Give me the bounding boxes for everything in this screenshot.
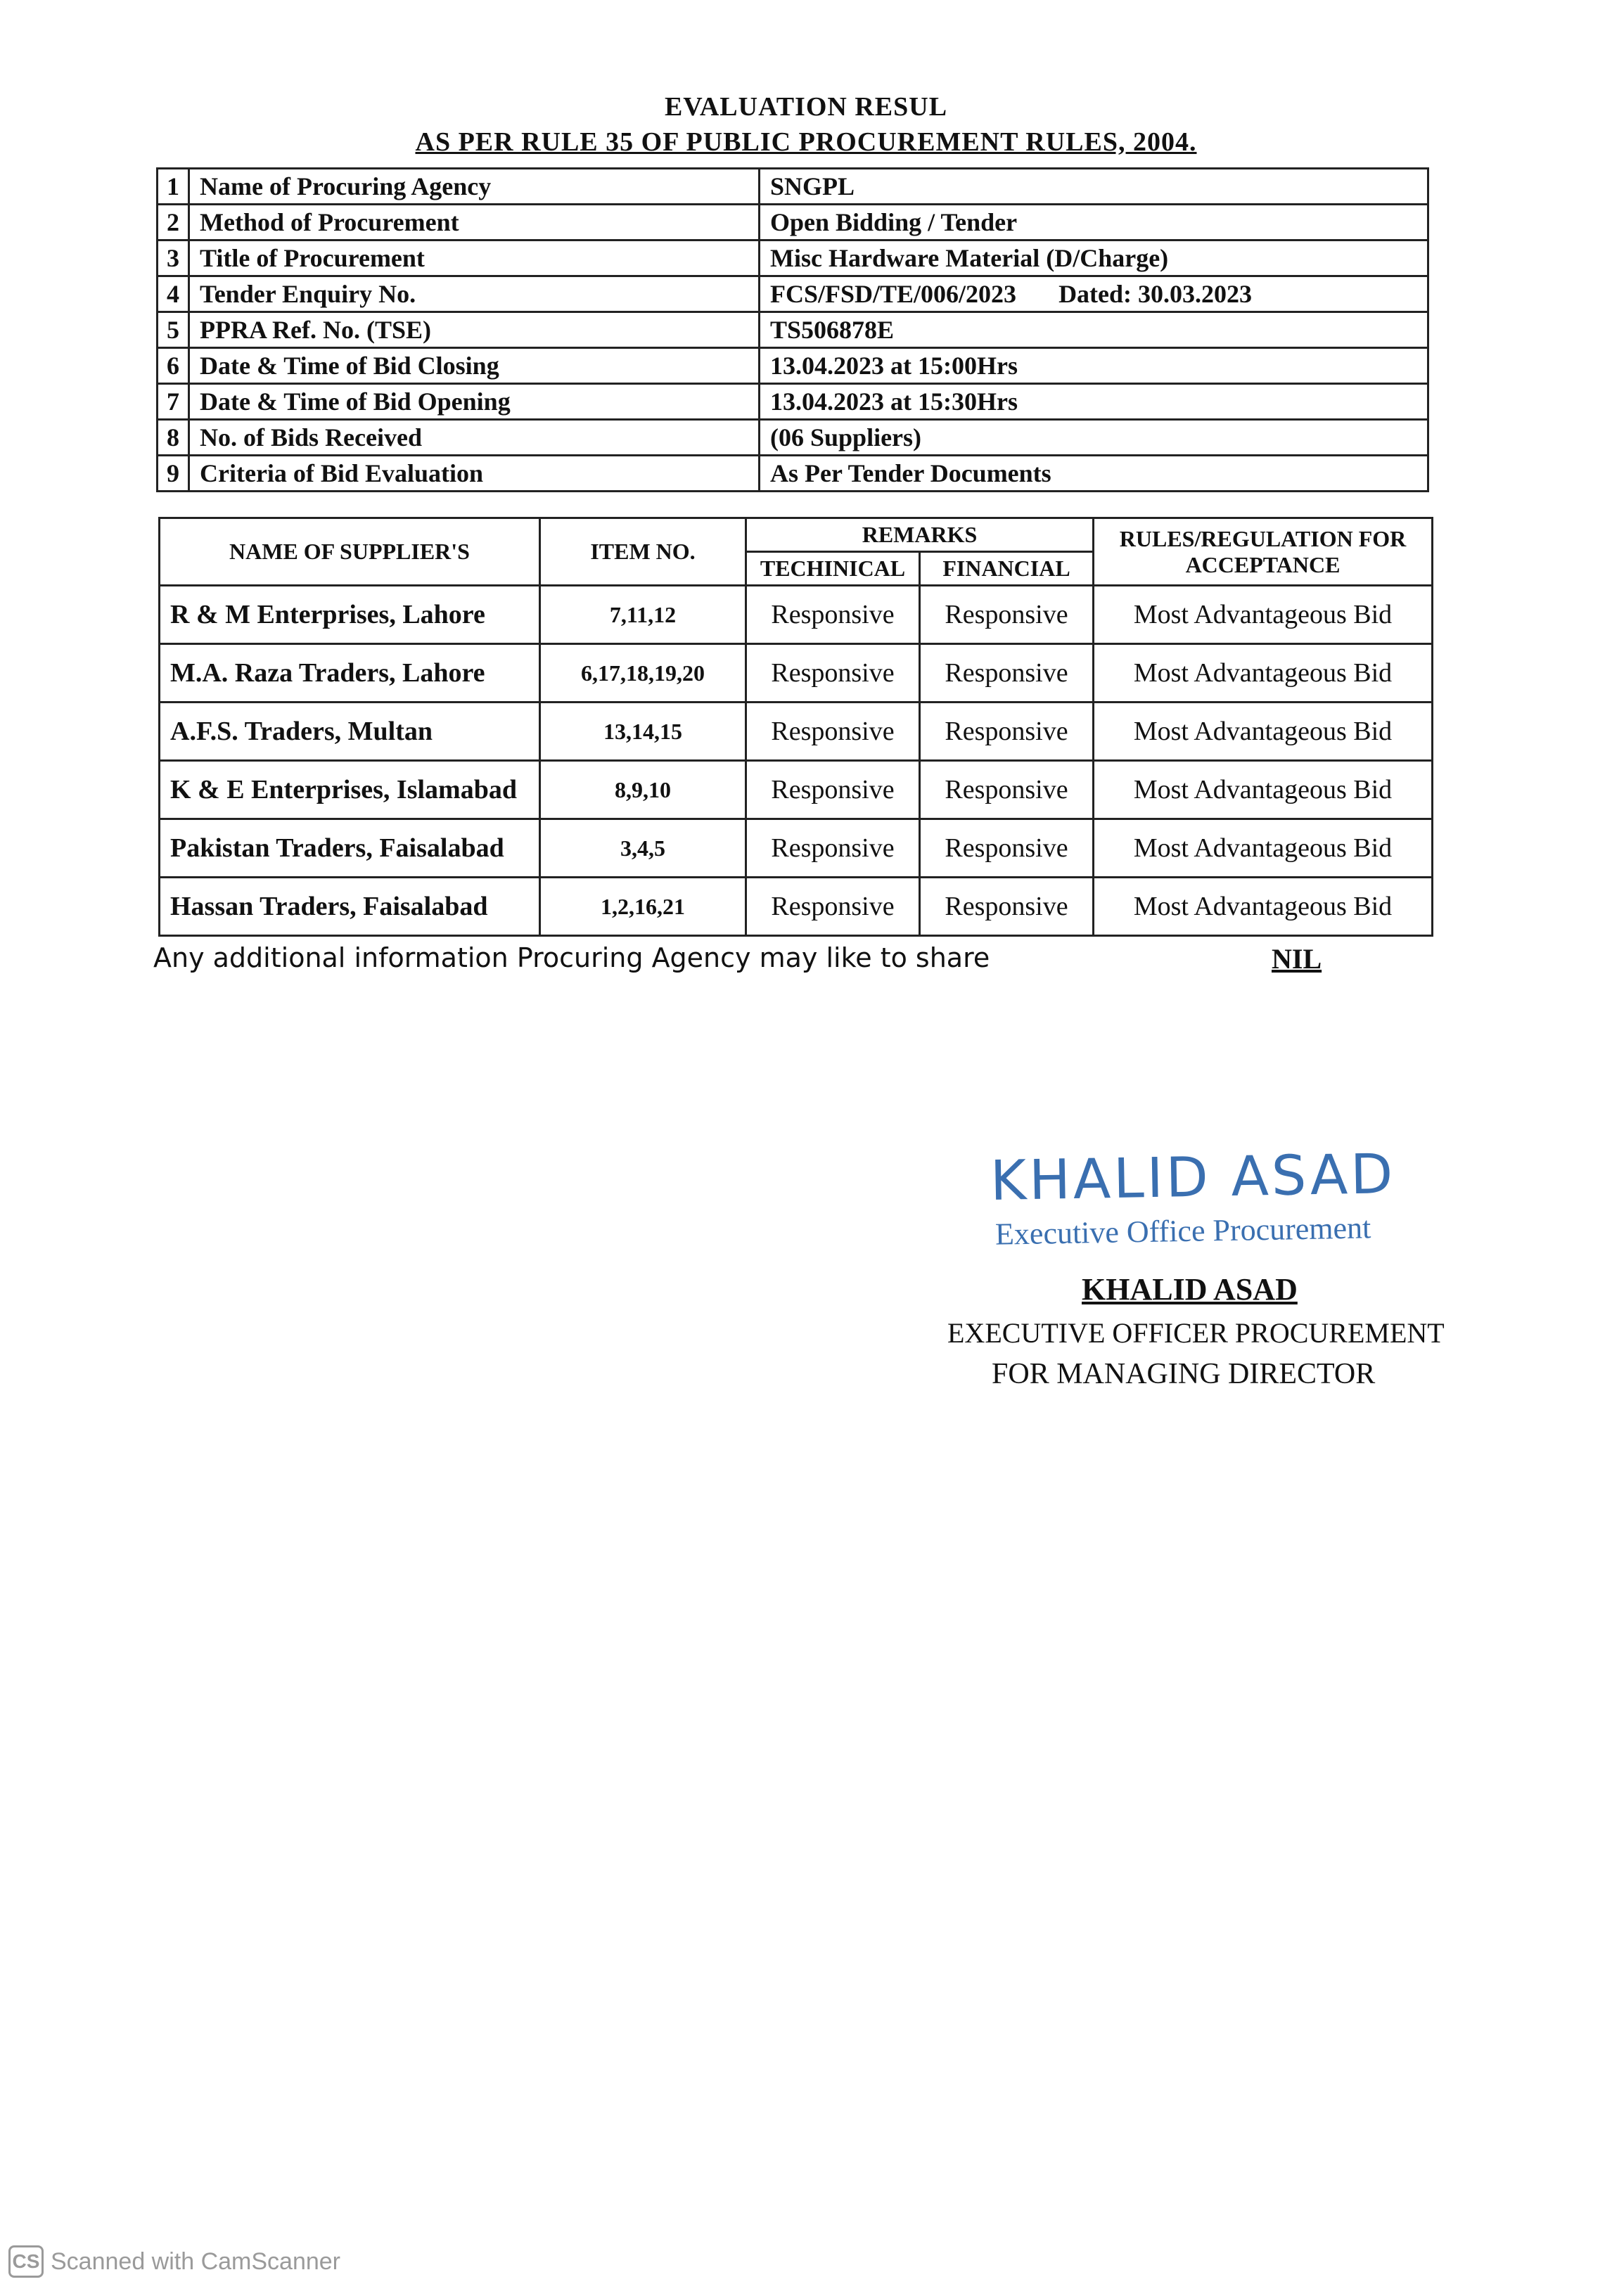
financial-remark: Responsive [920, 819, 1094, 878]
info-row-dated: Dated: 30.03.2023 [1058, 280, 1253, 308]
camscanner-watermark [8, 2245, 340, 2278]
info-row-value: TS506878E [770, 316, 895, 344]
supplier-evaluation-table [158, 517, 1433, 937]
info-row [158, 420, 1428, 456]
info-row-value: 13.04.2023 at 15:30Hrs [770, 387, 1018, 416]
info-row-number: 8 [158, 420, 189, 456]
info-row-value: FCS/FSD/TE/006/2023 [770, 280, 1017, 308]
info-row [158, 169, 1428, 205]
supplier-item-numbers: 8,9,10 [540, 761, 746, 819]
info-row-value: SNGPL [770, 172, 855, 200]
info-row-value-cell [760, 420, 1428, 456]
info-row [158, 205, 1428, 240]
financial-remark: Responsive [920, 586, 1094, 644]
stamp-name: KHALID ASAD [990, 1142, 1396, 1214]
acceptance-rule: Most Advantageous Bid [1094, 586, 1433, 644]
procurement-info-table [156, 167, 1429, 492]
info-row-value-cell [760, 205, 1428, 240]
info-row-value-cell [760, 169, 1428, 205]
technical-remark: Responsive [746, 761, 920, 819]
table-header-row [160, 518, 1433, 552]
supplier-item-numbers: 6,17,18,19,20 [540, 644, 746, 703]
acceptance-rule: Most Advantageous Bid [1094, 703, 1433, 761]
supplier-item-numbers: 13,14,15 [540, 703, 746, 761]
info-row [158, 312, 1428, 348]
info-row-label: Method of Procurement [189, 205, 760, 240]
info-row-value-cell [760, 312, 1428, 348]
supplier-row [160, 644, 1433, 703]
supplier-row [160, 819, 1433, 878]
acceptance-rule: Most Advantageous Bid [1094, 878, 1433, 936]
technical-remark: Responsive [746, 644, 920, 703]
header-item-no: ITEM NO. [540, 518, 746, 586]
supplier-name: R & M Enterprises, Lahore [160, 586, 540, 644]
financial-remark: Responsive [920, 703, 1094, 761]
info-row-label: PPRA Ref. No. (TSE) [189, 312, 760, 348]
document-title: EVALUATION RESUL [664, 92, 948, 122]
info-row-label: Date & Time of Bid Closing [189, 348, 760, 384]
technical-remark: Responsive [746, 878, 920, 936]
info-row-value-cell [760, 240, 1428, 276]
info-row-label: Tender Enquiry No. [189, 276, 760, 312]
info-row-label: Name of Procuring Agency [189, 169, 760, 205]
info-row [158, 384, 1428, 420]
technical-remark: Responsive [746, 819, 920, 878]
stamp-title: Executive Office Procurement [994, 1210, 1371, 1252]
header-financial: FINANCIAL [920, 552, 1094, 586]
acceptance-rule: Most Advantageous Bid [1094, 644, 1433, 703]
financial-remark: Responsive [920, 644, 1094, 703]
supplier-row [160, 586, 1433, 644]
info-row-number: 9 [158, 456, 189, 492]
info-row-number: 7 [158, 384, 189, 420]
supplier-name: Pakistan Traders, Faisalabad [160, 819, 540, 878]
supplier-row [160, 878, 1433, 936]
info-row-value: Open Bidding / Tender [770, 208, 1018, 236]
info-row-number: 5 [158, 312, 189, 348]
additional-info-value: NIL [1272, 943, 1322, 975]
info-row-label: Title of Procurement [189, 240, 760, 276]
info-row-value: 13.04.2023 at 15:00Hrs [770, 352, 1018, 380]
info-row-number: 1 [158, 169, 189, 205]
info-row [158, 456, 1428, 492]
info-row-value-cell [760, 456, 1428, 492]
info-row-number: 3 [158, 240, 189, 276]
header-technical: TECHINICAL [746, 552, 920, 586]
financial-remark: Responsive [920, 878, 1094, 936]
technical-remark: Responsive [746, 703, 920, 761]
info-row-value: As Per Tender Documents [770, 459, 1051, 487]
header-remarks: REMARKS [746, 518, 1094, 552]
info-row-label: No. of Bids Received [189, 420, 760, 456]
supplier-name: M.A. Raza Traders, Lahore [160, 644, 540, 703]
info-row-value-cell [760, 384, 1428, 420]
supplier-row [160, 703, 1433, 761]
header-rules-label: RULES/REGULATION FOR ACCEPTANCE [1119, 525, 1407, 577]
technical-remark: Responsive [746, 586, 920, 644]
supplier-item-numbers: 1,2,16,21 [540, 878, 746, 936]
document-subtitle: AS PER RULE 35 OF PUBLIC PROCUREMENT RULES, 2004. [415, 127, 1197, 157]
info-row-value-cell [760, 276, 1428, 312]
camscanner-text: Scanned with CamScanner [51, 2247, 341, 2275]
info-row-value-cell [760, 348, 1428, 384]
info-row-value: (06 Suppliers) [770, 423, 922, 451]
signatory-role: EXECUTIVE OFFICER PROCUREMENT [947, 1317, 1445, 1349]
info-row [158, 240, 1428, 276]
info-row-label: Criteria of Bid Evaluation [189, 456, 760, 492]
supplier-row [160, 761, 1433, 819]
header-rules [1094, 518, 1433, 586]
supplier-item-numbers: 7,11,12 [540, 586, 746, 644]
supplier-name: Hassan Traders, Faisalabad [160, 878, 540, 936]
additional-info-label: Any additional information Procuring Agency may like to share [153, 942, 990, 973]
info-row [158, 348, 1428, 384]
acceptance-rule: Most Advantageous Bid [1094, 819, 1433, 878]
acceptance-rule: Most Advantageous Bid [1094, 761, 1433, 819]
info-row-number: 4 [158, 276, 189, 312]
info-row-number: 6 [158, 348, 189, 384]
supplier-item-numbers: 3,4,5 [540, 819, 746, 878]
supplier-name: A.F.S. Traders, Multan [160, 703, 540, 761]
header-supplier-name: NAME OF SUPPLIER'S [160, 518, 540, 586]
info-row-label: Date & Time of Bid Opening [189, 384, 760, 420]
signatory-name: KHALID ASAD [1082, 1272, 1298, 1307]
info-row-value: Misc Hardware Material (D/Charge) [770, 244, 1169, 272]
signatory-on-behalf: FOR MANAGING DIRECTOR [992, 1358, 1376, 1390]
info-row-number: 2 [158, 205, 189, 240]
financial-remark: Responsive [920, 761, 1094, 819]
supplier-name: K & E Enterprises, Islamabad [160, 761, 540, 819]
camscanner-logo-icon: CS [8, 2245, 44, 2278]
info-row [158, 276, 1428, 312]
